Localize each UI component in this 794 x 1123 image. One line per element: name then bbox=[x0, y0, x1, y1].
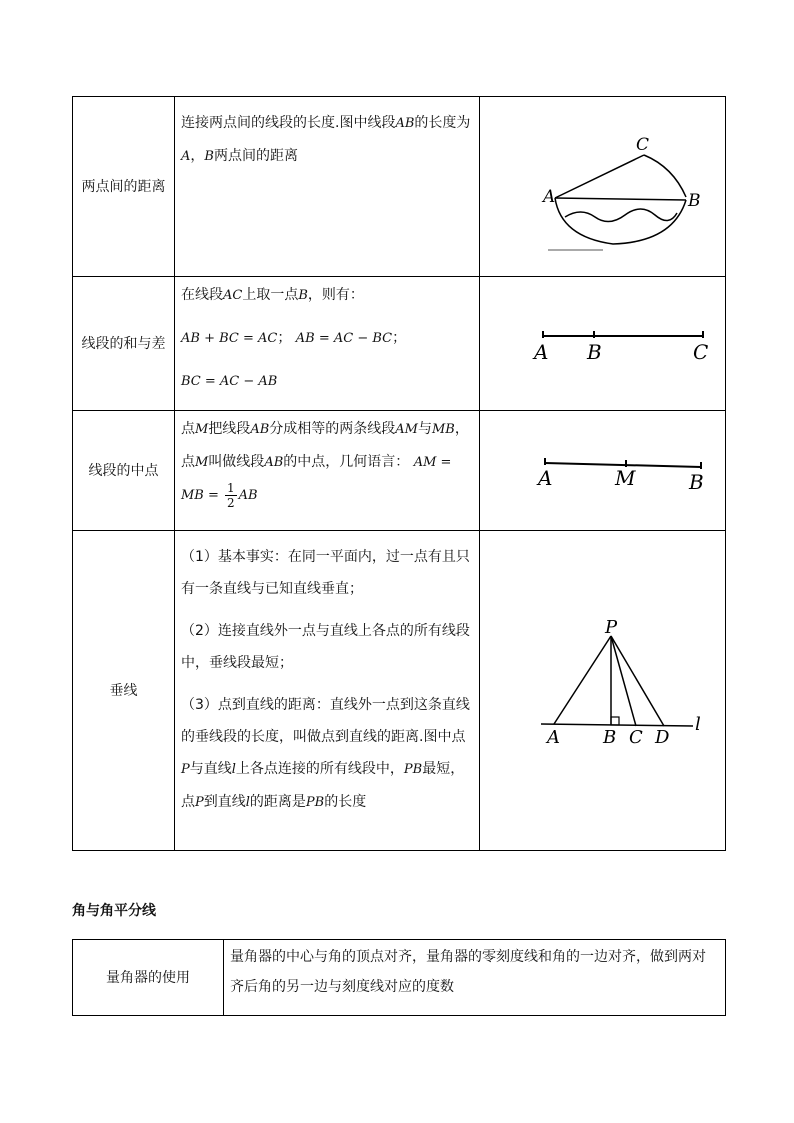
row-description bbox=[175, 531, 480, 851]
figure-cell bbox=[480, 531, 726, 851]
fraction bbox=[225, 481, 237, 510]
paragraph: （1）基本事实：在同一平面内，过一点有且只有一条直线与已知直线垂直； bbox=[181, 549, 470, 597]
math-term: B bbox=[298, 288, 308, 303]
paragraph: （2）连接直线外一点与直线上各点的所有线段中，垂线段最短； bbox=[181, 623, 470, 671]
math-term: AB bbox=[264, 455, 284, 470]
text-fragment: 的长度 bbox=[324, 794, 367, 810]
point-label: B bbox=[586, 339, 602, 364]
formula: AB = AC − BC bbox=[295, 331, 393, 346]
row-label: 两点间的距离 bbox=[73, 97, 175, 277]
point-label: D bbox=[654, 726, 669, 748]
point-label: A bbox=[542, 186, 555, 207]
row-description: 量角器的中心与角的顶点对齐，量角器的零刻度线和角的一边对齐，做到两对齐后角的另一边与刻度线对应的度数 bbox=[224, 940, 726, 1016]
text-fragment: 把线段 bbox=[208, 421, 251, 437]
text-fragment: （3）点到直线的距离：直线外一点到这条直线的垂线段的长度，叫做点到直线的距离.图中点 bbox=[181, 697, 470, 745]
formula: AB + BC = AC bbox=[181, 331, 278, 346]
math-term: P bbox=[195, 795, 204, 810]
figure-cell bbox=[480, 97, 726, 277]
perpendicular-figure bbox=[503, 616, 703, 766]
math-term: P bbox=[181, 762, 190, 777]
text-fragment: 点 bbox=[181, 421, 195, 437]
point-label: C bbox=[635, 134, 649, 155]
text-fragment: ，点 bbox=[181, 421, 469, 470]
text-fragment: 上取一点 bbox=[242, 287, 299, 303]
point-label: M bbox=[614, 465, 635, 490]
midpoint-figure bbox=[503, 441, 703, 501]
text-fragment: ，则有： bbox=[307, 287, 364, 303]
text-fragment: ， bbox=[190, 148, 205, 164]
text-fragment: 与 bbox=[417, 421, 432, 437]
math-term: PB bbox=[305, 795, 325, 810]
point-label: A bbox=[537, 465, 552, 490]
point-label: P bbox=[604, 616, 617, 638]
figure-cell bbox=[480, 277, 726, 411]
math-term: AM bbox=[395, 422, 418, 437]
math-term: AB bbox=[238, 488, 258, 503]
math-term: AC bbox=[223, 288, 243, 303]
text-fragment: 连接两点间的线段的长度.图中线段 bbox=[181, 115, 396, 131]
math-term: l bbox=[245, 795, 250, 810]
math-term: PB bbox=[403, 762, 423, 777]
point-label: B bbox=[687, 190, 700, 211]
fraction-numerator: 1 bbox=[227, 480, 235, 495]
point-label: B bbox=[602, 726, 616, 748]
text-fragment: 的中点，几何语言： bbox=[283, 454, 410, 470]
point-label: B bbox=[688, 469, 704, 494]
text-fragment: ； bbox=[392, 330, 407, 346]
formula: BC = AC − AB bbox=[181, 374, 278, 389]
table-row bbox=[73, 97, 726, 277]
math-term: A bbox=[181, 149, 191, 164]
table-row bbox=[73, 277, 726, 411]
math-term: B bbox=[204, 149, 214, 164]
text-fragment: 与直线 bbox=[189, 761, 232, 777]
text-fragment: 的长度为 bbox=[414, 115, 471, 131]
math-term: M bbox=[195, 455, 209, 470]
text-fragment: 的距离是 bbox=[249, 794, 306, 810]
row-description bbox=[175, 411, 480, 531]
section-title: 角与角平分线 bbox=[72, 903, 156, 919]
figure-cell bbox=[480, 411, 726, 531]
row-label: 量角器的使用 bbox=[73, 940, 224, 1016]
angle-table bbox=[72, 939, 726, 1016]
formula: AM = MB = bbox=[181, 455, 452, 503]
geometry-table bbox=[72, 96, 726, 851]
text-fragment: 叫做线段 bbox=[208, 454, 265, 470]
row-label: 线段的中点 bbox=[73, 411, 175, 531]
math-term: MB bbox=[431, 422, 455, 437]
text-fragment: 在线段 bbox=[181, 287, 223, 303]
text-fragment: ； bbox=[277, 330, 292, 346]
text-fragment: 最短，点 bbox=[181, 761, 465, 810]
math-term: AB bbox=[395, 116, 415, 131]
text-fragment: 到直线 bbox=[203, 794, 246, 810]
row-label: 线段的和与差 bbox=[73, 277, 175, 411]
line-label: l bbox=[694, 713, 701, 735]
segment-sum-figure bbox=[503, 314, 708, 374]
table-row bbox=[73, 411, 726, 531]
row-description bbox=[175, 277, 480, 411]
text-fragment: 分成相等的两条线段 bbox=[269, 421, 396, 437]
row-description bbox=[175, 97, 480, 277]
table-row bbox=[73, 940, 726, 1016]
point-label: A bbox=[533, 339, 548, 364]
math-term: M bbox=[195, 422, 209, 437]
distance-figure bbox=[503, 107, 703, 267]
fraction-denominator: 2 bbox=[227, 495, 235, 510]
text-fragment: 两点间的距离 bbox=[213, 148, 298, 164]
math-term: l bbox=[231, 762, 236, 777]
row-label: 垂线 bbox=[73, 531, 175, 851]
point-label: A bbox=[546, 726, 560, 748]
point-label: C bbox=[628, 726, 643, 748]
table-row bbox=[73, 531, 726, 851]
math-term: AB bbox=[250, 422, 270, 437]
point-label: C bbox=[692, 339, 708, 364]
text-fragment: 上各点连接的所有线段中， bbox=[235, 761, 404, 777]
